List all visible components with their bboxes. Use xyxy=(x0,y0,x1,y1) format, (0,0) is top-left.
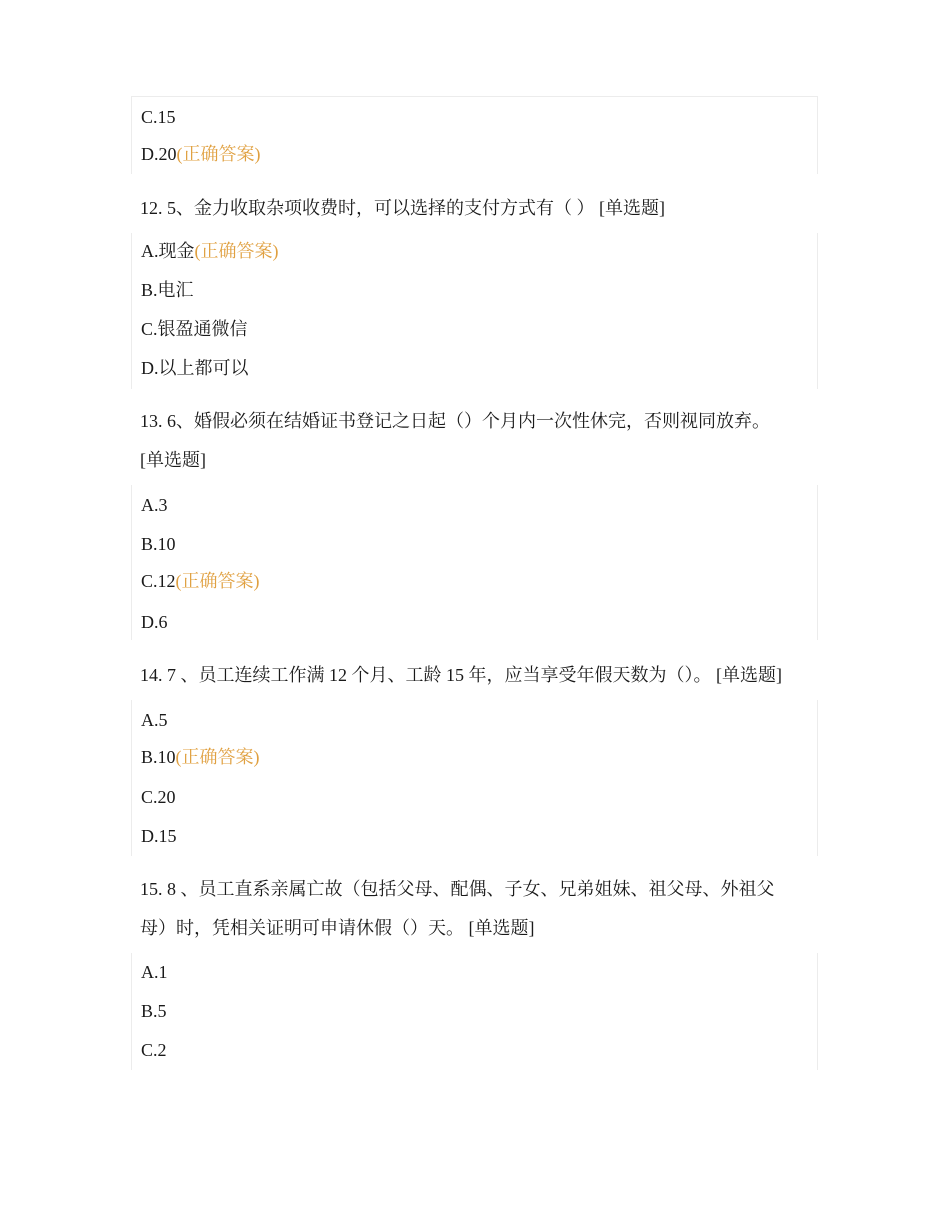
q12-option-c xyxy=(141,318,248,340)
option-text: C.银盈通微信 xyxy=(141,319,248,339)
q15-text-line1: 15. 8 、员工直系亲属亡故（包括父母、配偶、子女、兄弟姐妹、祖父母、外祖父 xyxy=(140,879,775,899)
option-text: A.5 xyxy=(141,710,168,730)
q15-option-c xyxy=(141,1039,167,1061)
q12-option-a xyxy=(141,240,279,262)
q13-options-box xyxy=(131,485,818,640)
correct-answer-marker: (正确答案) xyxy=(176,144,261,164)
q14-options-box xyxy=(131,700,818,856)
q13-option-d xyxy=(141,611,168,633)
option-text: D.6 xyxy=(141,612,168,632)
q13-text-line2: [单选题] xyxy=(140,450,206,470)
q13-option-c xyxy=(141,570,260,592)
option-text: D.以上都可以 xyxy=(141,358,249,378)
correct-answer-marker: (正确答案) xyxy=(194,241,279,261)
option-text: A.现金 xyxy=(141,241,195,261)
option-text: C.2 xyxy=(141,1040,167,1060)
q13-option-b xyxy=(141,533,176,555)
option-text: D.20 xyxy=(141,144,177,164)
option-text: B.10 xyxy=(141,534,176,554)
option-text: B.5 xyxy=(141,1001,167,1021)
q15-text-line2: 母）时，凭相关证明可申请休假（）天。 [单选题] xyxy=(140,918,535,938)
q12-options-box xyxy=(131,233,818,389)
option-text: C.20 xyxy=(141,787,176,807)
q14-option-c xyxy=(141,786,176,808)
q14-option-a xyxy=(141,709,168,731)
q11-option-d xyxy=(141,143,261,165)
q12-option-d xyxy=(141,357,249,379)
q12-text: 12. 5、金力收取杂项收费时，可以选择的支付方式有（ ） [单选题] xyxy=(140,198,665,218)
q15-option-b xyxy=(141,1000,167,1022)
correct-answer-marker: (正确答案) xyxy=(175,747,260,767)
q13-text-line1: 13. 6、婚假必须在结婚证书登记之日起（）个月内一次性休完，否则视同放弃。 xyxy=(140,411,770,431)
q13-option-a xyxy=(141,494,168,516)
option-text: A.1 xyxy=(141,962,168,982)
option-text: A.3 xyxy=(141,495,168,515)
q12-option-b xyxy=(141,279,194,301)
option-text: D.15 xyxy=(141,826,177,846)
option-text: B.10 xyxy=(141,747,176,767)
q14-option-b xyxy=(141,746,260,768)
q11-option-c xyxy=(141,106,176,128)
q15-options-box xyxy=(131,953,818,1070)
q14-option-d xyxy=(141,825,177,847)
option-text: C.12 xyxy=(141,571,176,591)
q15-option-a xyxy=(141,961,168,983)
option-text: C.15 xyxy=(141,107,176,127)
q11-options-box xyxy=(131,96,818,174)
option-text: B.电汇 xyxy=(141,280,194,300)
q14-text: 14. 7 、员工连续工作满 12 个月、工龄 15 年，应当享受年假天数为（）。 [单选题] xyxy=(140,665,782,685)
correct-answer-marker: (正确答案) xyxy=(175,571,260,591)
